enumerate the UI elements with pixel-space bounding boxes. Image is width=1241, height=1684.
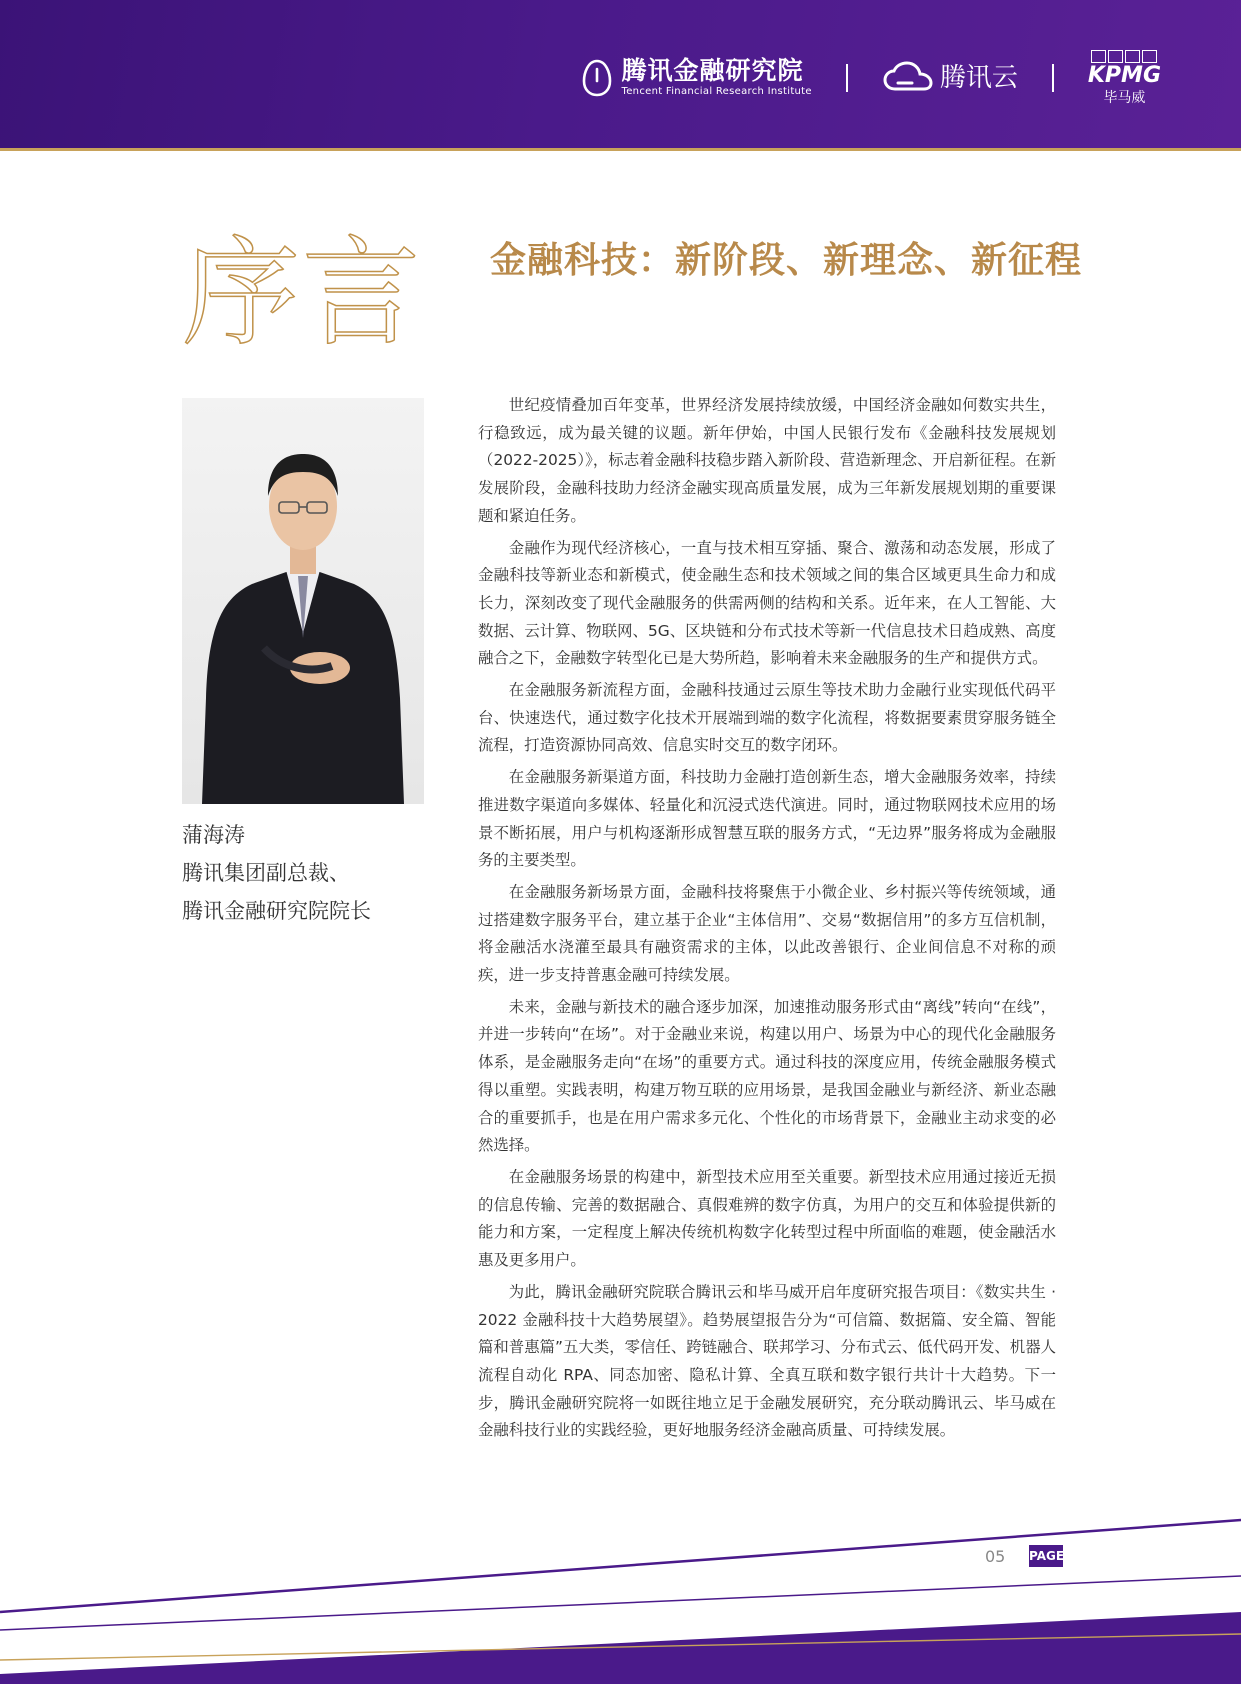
paragraph: 在金融服务新场景方面，金融科技将聚焦于小微企业、乡村振兴等传统领域，通过搭建数字服务平台，建立基于企业“主体信用”、交易“数据信用”的多方互信机制，将金融活水浇灌至最具有融资需求的主体，以此改善银行、企业间信息不对称的顽疾，进一步支持普惠金融可持续发展。	[478, 882, 1056, 985]
author-title-line1: 腾讯集团副总裁、	[182, 861, 350, 885]
author-photo	[182, 398, 424, 804]
paragraph: 在金融服务新渠道方面，科技助力金融打造创新生态，增大金融服务效率，持续推进数字渠道向多媒体、轻量化和沉浸式迭代演进。同时，通过物联网技术应用的场景不断拓展，用户与机构逐渐形成智慧互联的服务方式，“无边界”服务将成为金融服务的主要类型。	[478, 768, 1056, 870]
kpmg-boxes-icon	[1090, 50, 1158, 63]
header-band	[0, 0, 1241, 151]
paragraph: 为此，腾讯金融研究院联合腾讯云和毕马威开启年度研究报告项目：《数实共生 · 2022 金融科技十大趋势展望》。趋势展望报告分为“可信篇、数据篇、安全篇、智能篇和普惠篇”五大类，零信任、跨链融合、联邦学习、分布式云、低代码开发、机器人流程自动化 RPA、同态加密、隐私计算、全真互联和数字银行共计十大趋势。下一步，腾讯金融研究院将一如既往地立足于金融发展研究，充分联动腾讯云、毕马威在金融科技行业的实践经验，更好地服务经济金融高质量、可持续发展。	[478, 1282, 1056, 1440]
page-label-badge: PAGE	[1029, 1545, 1063, 1567]
kpmg-name-cn: 毕马威	[1103, 89, 1146, 106]
institute-name-cn: 腾讯金融研究院	[621, 56, 804, 85]
cloud-logo-icon	[882, 61, 934, 95]
author-portrait	[182, 398, 424, 804]
tencent-financial-research-institute-logo	[582, 57, 812, 99]
institute-name-en: Tencent Financial Research Institute	[621, 86, 812, 97]
paragraph: 在金融服务新流程方面，金融科技通过云原生等技术助力金融行业实现低代码平台、快速迭代，通过数字化技术开展端到端的数字化流程，将数据要素贯穿服务链全流程，打造资源协同高效、信息实时交互的数字闭环。	[478, 681, 1056, 755]
tencent-cloud-name: 腾讯云	[939, 63, 1018, 93]
paragraph: 世纪疫情叠加百年变革，世界经济发展持续放缓，中国经济金融如何数实共生，行稳致远，成为最关键的议题。新年伊始，中国人民银行发布《金融科技发展规划（2022-2025）》，标志着金融科技稳步踏入新阶段、营造新理念、开启新征程。在新发展阶段，金融科技助力经济金融实现高质量发展，成为三年新发展规划期的重要课题和紧迫任务。	[478, 396, 1056, 525]
logo-divider	[1052, 64, 1054, 92]
paragraph: 金融作为现代经济核心，一直与技术相互穿插、聚合、激荡和动态发展，形成了金融科技等新业态和新模式，使金融生态和技术领域之间的集合区域更具生命力和成长力，深刻改变了现代金融服务的供需两侧的结构和关系。近年来，在人工智能、大数据、云计算、物联网、5G、区块链和分布式技术等新一代信息技术日趋成熟、高度融合之下，金融数字转型化已是大势所趋，影响着未来金融服务的生产和提供方式。	[478, 538, 1056, 668]
author-info	[182, 816, 371, 930]
logo-divider	[846, 64, 848, 92]
egg-logo-icon	[582, 59, 612, 97]
footer-decoration	[0, 1510, 1241, 1684]
header-logos	[582, 48, 1161, 108]
author-name: 蒲海涛	[182, 823, 245, 847]
paragraph: 未来，金融与新技术的融合逐步加深，加速推动服务形式由“离线”转向“在线”，并进一步转向“在场”。对于金融业来说，构建以用户、场景为中心的现代化金融服务体系，是金融服务走向“在场”的重要方式。通过科技的深度应用，传统金融服务模式得以重塑。实践表明，构建万物互联的应用场景，是我国金融业与新经济、新业态融合的重要抓手，也是在用户需求多元化、个性化的市场背景下，金融业主动求变的必然选择。	[478, 997, 1056, 1155]
tencent-cloud-logo	[882, 61, 1018, 95]
page-number: 05	[985, 1547, 1006, 1566]
author-title-line2: 腾讯金融研究院院长	[182, 899, 371, 923]
kpmg-name: KPMG	[1087, 62, 1161, 88]
article-title: 金融科技：新阶段、新理念、新征程	[490, 239, 1083, 281]
kpmg-logo	[1088, 50, 1161, 107]
article-body	[478, 392, 1056, 1449]
section-label: 序言	[182, 224, 423, 362]
paragraph: 在金融服务场景的构建中，新型技术应用至关重要。新型技术应用通过接近无损的信息传输、完善的数据融合、真假难辨的数字仿真，为用户的交互和体验提供新的能力和方案，一定程度上解决传统机构数字化转型过程中所面临的难题，使金融活水惠及更多用户。	[478, 1167, 1056, 1270]
